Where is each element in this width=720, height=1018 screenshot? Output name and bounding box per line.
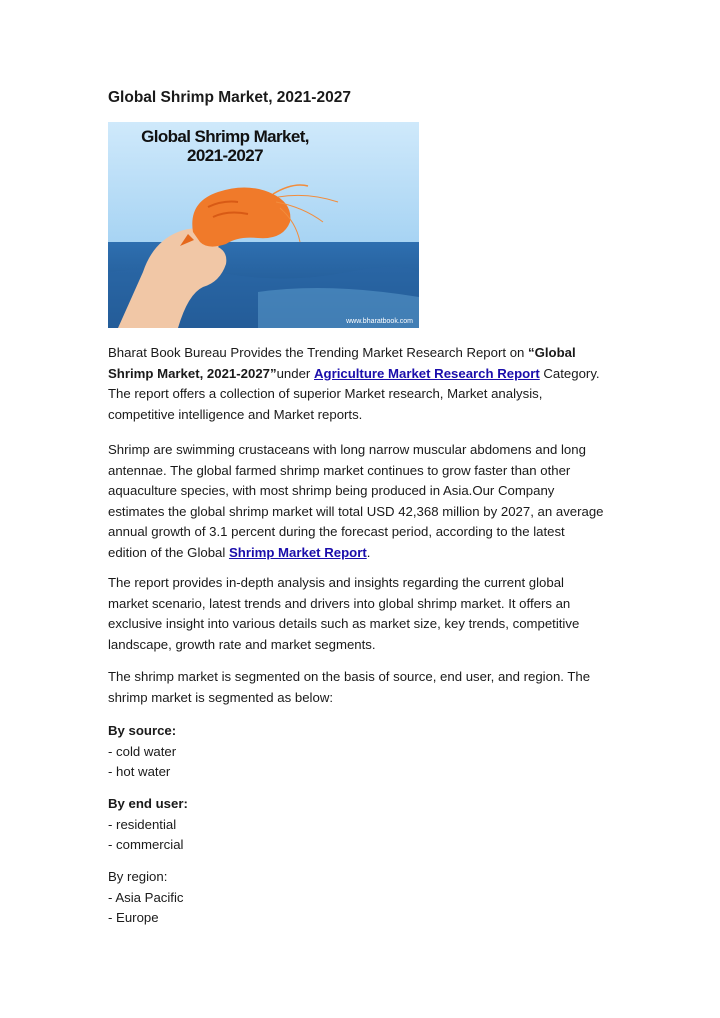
segmentation-line-2: shrimp market is segmented as below: [108, 689, 334, 705]
hero-image [108, 122, 419, 328]
segment-item: - cold water [108, 743, 177, 759]
segmentation-paragraph [108, 667, 618, 708]
shrimp-line-4: estimates the global shrimp market will total USD 42,368 million by 2027, an average [108, 503, 604, 519]
segment-item: - residential [108, 816, 177, 832]
hero-watermark-url: www.bharatbook.com [346, 318, 413, 325]
intro-bold-2: Shrimp Market, 2021-2027” [108, 365, 277, 381]
analysis-line-4: landscape, growth rate and market segments. [108, 636, 376, 652]
shrimp-line-3: aquaculture species, with most shrimp being produced in Asia.Our Company [108, 483, 555, 498]
analysis-paragraph [108, 573, 618, 655]
segment-item: - Europe [108, 910, 159, 925]
hero-title-line2: 2021-2027 [187, 146, 263, 165]
segment-item: - commercial [108, 837, 184, 852]
intro-bold-1: “Global [528, 345, 576, 360]
shrimp-line-6a: edition of the Global [108, 544, 229, 560]
shrimp-line-5: annual growth of 3.1 percent during the forecast period, according to the latest [108, 524, 565, 539]
segmentation-line-1: The shrimp market is segmented on the basis of source, end user, and region. The [108, 669, 591, 684]
segment-heading: By source: [108, 723, 177, 738]
intro-line-4: competitive intelligence and Market reports. [108, 406, 363, 422]
shrimp-paragraph [108, 440, 618, 563]
page-title: Global Shrimp Market, 2021-2027 [108, 89, 351, 106]
intro-paragraph [108, 343, 618, 425]
agriculture-report-link[interactable]: Agriculture Market Research Report [314, 365, 540, 381]
analysis-line-2: market scenario, latest trends and drivers into global shrimp market. It offers an [108, 595, 571, 611]
intro-line-3: The report offers a collection of superior Market research, Market analysis, [108, 386, 543, 401]
shrimp-line-1: Shrimp are swimming crustaceans with long narrow muscular abdomens and long [108, 442, 586, 457]
segment-end-user [108, 794, 188, 856]
segment-source [108, 721, 176, 783]
analysis-line-1: The report provides in-depth analysis and insights regarding the current global [108, 575, 564, 590]
intro-text-a: Bharat Book Bureau Provides the Trending Market Research Report on [108, 345, 529, 360]
segment-region [108, 867, 184, 929]
analysis-line-3: exclusive insight into various details such as market size, key trends, competitive [108, 616, 580, 631]
intro-text-c: Category. [539, 365, 600, 381]
segment-heading: By end user: [108, 796, 188, 811]
intro-text-b: under [276, 365, 314, 381]
shrimp-line-2: antennae. The global farmed shrimp market continues to grow faster than other [108, 462, 571, 478]
segment-item: - hot water [108, 764, 171, 779]
hero-title-line1: Global Shrimp Market, [141, 127, 309, 146]
shrimp-report-link[interactable]: Shrimp Market Report [228, 544, 367, 560]
segment-item: - Asia Pacific [108, 889, 184, 905]
segment-heading: By region: [108, 869, 168, 884]
shrimp-line-6b: . [366, 544, 371, 560]
